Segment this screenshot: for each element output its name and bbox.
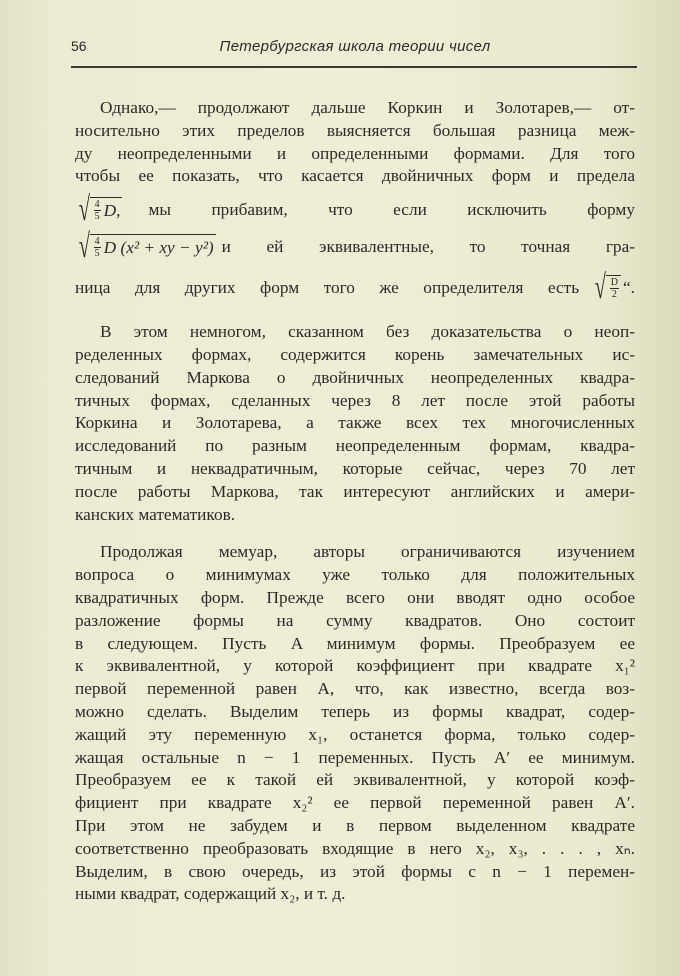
text-line: квадратичных форм. Прежде всего они вводят одно особое <box>75 587 635 607</box>
text-line: можно сделать. Выделим теперь из формы квадрат, содер- <box>75 701 635 721</box>
text-line: При этом не забудем и в первом выделенном квадрате <box>75 815 635 835</box>
numerator: D <box>610 277 618 289</box>
text-line: ределенных формах, содержится корень замечательных ис- <box>75 344 635 364</box>
fraction <box>610 277 619 300</box>
paragraph-1 <box>75 97 635 306</box>
sqrt-expression <box>75 190 122 228</box>
running-header <box>71 38 635 60</box>
fraction <box>94 236 101 259</box>
page-number: 56 <box>71 38 87 54</box>
text-line: Преобразуем ее к такой ей эквивалентной, у которой коэф- <box>75 770 635 790</box>
fraction <box>94 199 101 222</box>
text-line: исследований по разным неопределенным формам, квадра- <box>75 436 635 456</box>
closing-quote: “. <box>623 277 635 297</box>
sqrt-expression <box>75 227 216 265</box>
text-line: в следующем. Пусть A минимум формы. Преобразуем ее <box>75 633 635 653</box>
text-line: к эквивалентной, у которой коэффициент при квадрате x₁² <box>75 656 635 676</box>
math-expression: D, <box>103 200 121 220</box>
text-line: тичным и неквадратичным, которые сейчас, через 70 лет <box>75 458 635 478</box>
math-line <box>75 228 635 265</box>
text-line: Однако,— продолжают дальше Коркин и Золотарев,— от- <box>100 98 635 117</box>
running-title: Петербургская школа теории чисел <box>219 38 491 55</box>
math-line <box>75 191 635 228</box>
denominator: 5 <box>94 211 100 223</box>
text-line: жащий эту переменную x₁, останется форма, только содер- <box>75 724 635 744</box>
text-line: и ей эквивалентные, то точная гра- <box>221 236 635 256</box>
header-rule <box>71 66 637 68</box>
text-line: тичных формах, сделанных через 8 лет после этой работы <box>75 390 635 410</box>
sqrt-expression <box>591 268 621 306</box>
radical-sign-icon: √ <box>78 227 90 265</box>
math-expression: D (x² + xy − y²) <box>103 237 214 257</box>
text-line: после работы Маркова, так интересуют английских и амери- <box>75 481 635 501</box>
text-line: разложение формы на сумму квадратов. Оно состоит <box>75 610 635 630</box>
text-line: Продолжая мемуар, авторы ограничиваются изучением <box>100 542 635 562</box>
math-line <box>75 269 635 306</box>
text-line: жащая остальные n − 1 переменных. Пусть A′ ее минимум. <box>75 747 635 767</box>
body-text <box>75 97 635 921</box>
denominator: 5 <box>94 248 100 260</box>
text-line: следований Маркова о двойничных неопределенных квадра- <box>75 367 635 387</box>
text-line: канских математиков. <box>75 504 236 524</box>
text-line: фициент при квадрате x₂² ее первой переменной равен A′. <box>75 793 635 813</box>
text-line: первой переменной равен A, что, как известно, всегда воз- <box>75 679 635 699</box>
text-line: чтобы ее показать, что касается двойничных форм и предела <box>75 166 635 186</box>
paragraph-2 <box>75 321 635 526</box>
text-line: В этом немногом, сказанном без доказательства о неоп- <box>100 322 635 342</box>
text-line: соответственно преобразовать входящие в него x₂, x₃, . . . , xₙ. <box>75 838 635 858</box>
radical-sign-icon: √ <box>594 268 607 306</box>
text-line: мы прибавим, что если исключить форму <box>148 199 635 219</box>
text-line: ными квадрат, содержащий x₂, и т. д. <box>75 884 346 904</box>
text-line: ду неопределенными и определенными формами. Для того <box>75 143 635 163</box>
text-line: вопроса о минимумах уже только для положительных <box>75 565 635 585</box>
numerator: 4 <box>94 236 100 248</box>
text-line: ница для других форм того же определителя есть <box>75 277 580 297</box>
numerator: 4 <box>94 199 100 211</box>
paragraph-3 <box>75 541 635 906</box>
text-line: Коркина и Золотарева, а также всех тех многочисленных <box>75 413 635 433</box>
text-line: Выделим, в свою очередь, из этой формы с n − 1 перемен- <box>75 861 635 881</box>
text-line: носительно этих пределов выясняется большая разница меж- <box>75 120 635 140</box>
denominator: 2 <box>611 289 617 301</box>
radical-sign-icon: √ <box>78 190 90 228</box>
